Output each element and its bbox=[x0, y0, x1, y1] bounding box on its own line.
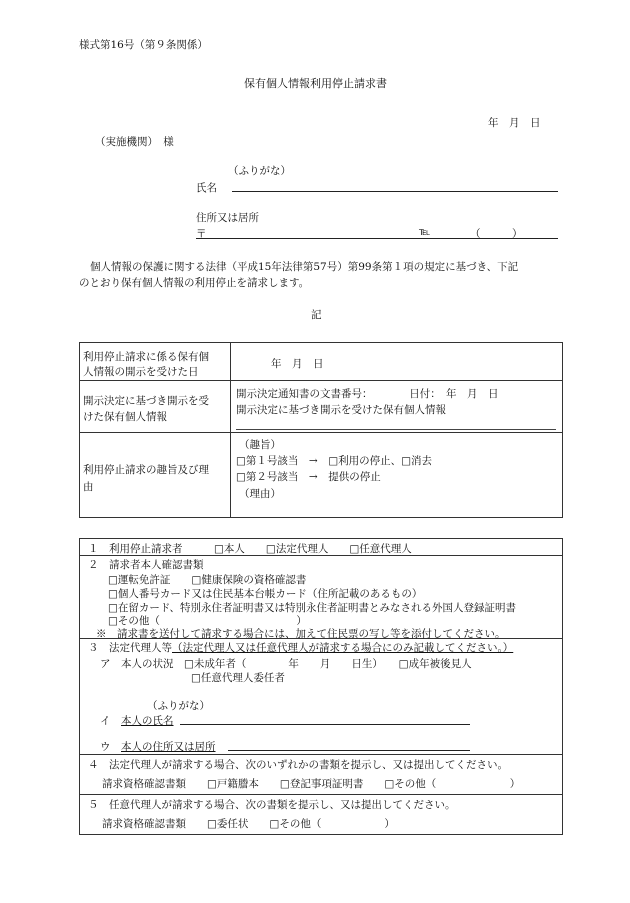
name-label: 氏名 bbox=[196, 182, 217, 194]
row3-option-1[interactable]: □第１号該当 → □利用の停止、□消去 bbox=[236, 455, 433, 467]
table2-divider-3 bbox=[79, 754, 562, 755]
ki-heading: 記 bbox=[311, 309, 322, 321]
intro-line-1: 個人情報の保護に関する法律（平成15年法律第57号）第99条第１項の規定に基づき、下記 bbox=[90, 261, 519, 273]
table1-divider bbox=[230, 342, 231, 517]
furigana-label: （ふりがな） bbox=[228, 165, 291, 177]
row1-label-1: 利用停止請求に係る保有個 bbox=[83, 351, 209, 363]
table1-row-divider-2 bbox=[79, 432, 562, 433]
section-3-title-a: ３ 法定代理人等 bbox=[88, 642, 172, 654]
section-4-title: ４ 法定代理人が請求する場合、次のいずれかの書類を提示し、又は提出してください。 bbox=[88, 759, 508, 771]
addressee: （実施機関） 様 bbox=[95, 136, 174, 148]
section-2-title: ２ 請求者本人確認書類 bbox=[88, 559, 204, 571]
section-2-item-4[interactable]: □その他（ ） bbox=[108, 615, 307, 627]
section-3-title bbox=[88, 640, 513, 655]
row2-value-1[interactable]: 開示決定通知書の文書番号： 日付： 年 月 日 bbox=[236, 388, 499, 400]
table1-row-divider-1 bbox=[79, 380, 562, 381]
row3-purpose: （趣旨） bbox=[239, 439, 281, 451]
table2-divider-4 bbox=[79, 794, 562, 795]
row1-value[interactable]: 年 月 日 bbox=[271, 358, 324, 370]
principal-address-field[interactable] bbox=[228, 750, 470, 751]
section-3-i-prefix: イ bbox=[100, 715, 121, 727]
section-3-i bbox=[100, 713, 174, 728]
section-5-docs[interactable]: 請求資格確認書類 □委任状 □その他（ ） bbox=[102, 818, 395, 830]
tel-mark: ℡ bbox=[419, 226, 431, 238]
row2-entry-line[interactable] bbox=[236, 429, 556, 430]
address-field[interactable] bbox=[196, 238, 558, 239]
row3-reason[interactable]: （理由） bbox=[239, 488, 281, 500]
section-3-a2[interactable]: □任意代理人委任者 bbox=[191, 672, 285, 684]
row1-label-2: 人情報の開示を受けた日 bbox=[83, 366, 199, 378]
row2-value-2: 開示決定に基づき開示を受けた保有個人情報 bbox=[236, 404, 446, 416]
section-2-item-3[interactable]: □在留カード、特別永住者証明書又は特別永住者証明書とみなされる外国人登録証明書 bbox=[108, 602, 516, 614]
intro-line-2: のとおり保有個人情報の利用停止を請求します。 bbox=[79, 277, 310, 289]
section-4-docs[interactable]: 請求資格確認書類 □戸籍謄本 □登記事項証明書 □その他（ ） bbox=[102, 778, 521, 790]
section-2-note: ※ 請求書を送付して請求する場合には、加えて住民票の写し等を添付してください。 bbox=[96, 628, 506, 640]
row3-label-2: 由 bbox=[83, 481, 94, 493]
section-3-u-prefix: ウ bbox=[100, 741, 121, 753]
row2-label-2: けた保有個人情報 bbox=[83, 411, 167, 423]
section-3-furigana: （ふりがな） bbox=[147, 700, 210, 712]
section-3-a[interactable]: ア 本人の状況 □未成年者（ 年 月 日生） □成年被後見人 bbox=[100, 658, 472, 670]
section-2-item-2[interactable]: □個人番号カード又は住民基本台帳カード（住所記載のあるもの） bbox=[108, 588, 423, 600]
document-title: 保有個人情報利用停止請求書 bbox=[244, 77, 387, 90]
date-line: 年 月 日 bbox=[488, 117, 541, 129]
section-3-u-label: 本人の住所又は居所 bbox=[121, 741, 216, 753]
section-2-item-1[interactable]: □運転免許証 □健康保険の資格確認書 bbox=[108, 574, 307, 586]
principal-name-field[interactable] bbox=[180, 724, 470, 725]
section-3-title-b: （法定代理人又は任意代理人が請求する場合にのみ記載してください。） bbox=[172, 642, 514, 654]
section-1-requester-type[interactable]: １ 利用停止請求者 □本人 □法定代理人 □任意代理人 bbox=[88, 543, 412, 555]
tel-paren: （ ） bbox=[470, 228, 523, 240]
postal-mark: 〒 bbox=[196, 228, 207, 240]
row3-option-2[interactable]: □第２号該当 → 提供の停止 bbox=[236, 471, 381, 483]
form-number: 様式第16号（第９条関係） bbox=[79, 39, 208, 51]
name-field[interactable] bbox=[232, 191, 558, 192]
section-3-u bbox=[100, 739, 216, 754]
row2-label-1: 開示決定に基づき開示を受 bbox=[83, 395, 209, 407]
row3-label-1: 利用停止請求の趣旨及び理 bbox=[83, 464, 209, 476]
section-3-i-label: 本人の氏名 bbox=[121, 715, 174, 727]
address-label: 住所又は居所 bbox=[196, 212, 259, 224]
section-5-title: ５ 任意代理人が請求する場合、次の書類を提示し、又は提出してください。 bbox=[88, 799, 456, 811]
